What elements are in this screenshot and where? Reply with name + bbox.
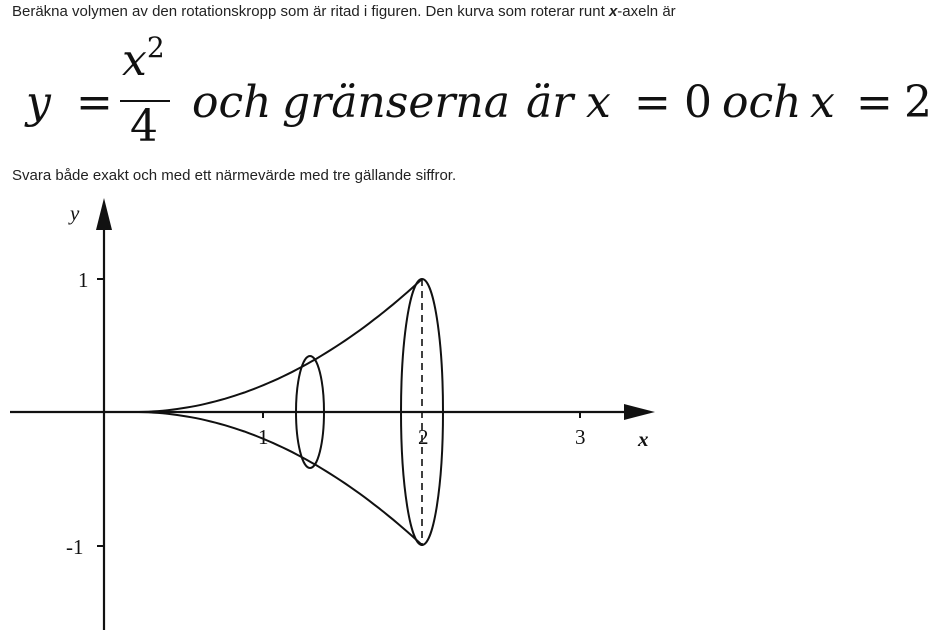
formula-och-2: och	[722, 77, 802, 128]
y-tick-label-minus-1: -1	[66, 535, 84, 559]
upper-curve	[134, 279, 422, 412]
x-tick-label-1: 1	[258, 425, 269, 449]
question-intro-after: -axeln är	[617, 3, 676, 20]
formula-bound1-eq: =	[634, 77, 671, 128]
formula-denominator: 4	[130, 101, 158, 152]
question-intro	[12, 3, 676, 21]
formula-lhs: y	[26, 77, 51, 128]
question-intro-var: x	[608, 3, 618, 20]
x-tick-label-2: 2	[418, 425, 429, 449]
formula-equals: =	[76, 77, 113, 128]
formula-granserna: gränserna	[282, 77, 510, 128]
answer-instruction: Svara både exakt och med ett närmevärde med tre gällande siffror.	[12, 167, 457, 184]
formula-och-1: och	[192, 77, 272, 128]
formula-bound1-var: x	[586, 77, 611, 128]
formula-numerator-exponent: 2	[146, 31, 165, 64]
formula-bound1-val: 0	[684, 77, 712, 128]
lower-curve	[134, 412, 422, 545]
formula-ar: är	[526, 77, 574, 128]
question-intro-before: Beräkna volymen av den rotationskropp som är ritad i figuren. Den kurva som roterar runt	[12, 3, 609, 20]
y-tick-label-1: 1	[78, 268, 89, 292]
rotation-body-figure	[0, 190, 700, 637]
formula-numerator-base: x	[122, 35, 147, 86]
y-axis-label: y	[70, 201, 80, 225]
x-axis-arrow	[624, 404, 655, 420]
curve-formula	[24, 31, 936, 157]
formula-bound2-var: x	[810, 77, 835, 128]
x-axis-label: x	[638, 427, 649, 451]
formula-bound2-eq: =	[856, 77, 893, 128]
y-axis-arrow	[96, 198, 112, 230]
formula-bound2-val: 2	[904, 77, 932, 128]
x-tick-label-3: 3	[575, 425, 586, 449]
formula-numerator	[122, 31, 165, 91]
